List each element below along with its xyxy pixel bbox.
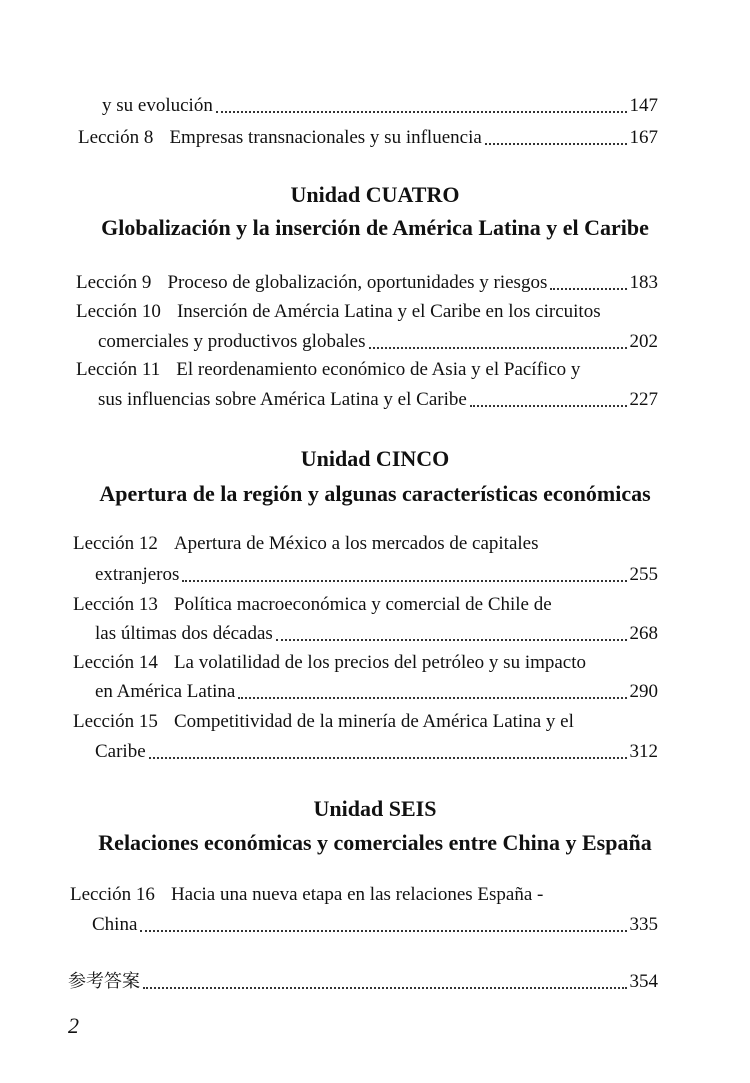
dot-leader [149, 757, 627, 759]
toc-entry-leccion-16 [70, 883, 658, 907]
toc-entry-title: sus influencias sobre América Latina y el Caribe [98, 389, 467, 410]
toc-entry-leccion-12 [73, 532, 658, 556]
toc-entry-leccion-11-cont [98, 388, 658, 412]
toc-entry-title: comerciales y productivos globales [98, 331, 366, 352]
unit-title-seis: Relaciones económicas y comerciales entre China y España [98, 830, 652, 855]
toc-entry-page: 312 [629, 741, 658, 762]
toc-entry-leccion-7-cont [102, 94, 658, 118]
toc-entry-number: Lección 11 [76, 359, 161, 380]
toc-entry-title: en América Latina [95, 681, 236, 702]
toc-entry-number: Lección 12 [73, 533, 158, 554]
toc-entry-answers [68, 970, 658, 994]
toc-entry-leccion-10-cont [98, 330, 658, 354]
toc-entry-leccion-12-cont [95, 563, 658, 587]
toc-entry-leccion-15-cont [95, 740, 658, 764]
unit-heading-seis: Unidad SEIS [313, 796, 437, 821]
dot-leader [238, 697, 626, 699]
toc-entry-title: Proceso de globalización, oportunidades y riesgos [167, 272, 548, 293]
unit-heading-cinco: Unidad CINCO [300, 446, 450, 471]
toc-entry-page: 255 [629, 564, 658, 585]
toc-entry-title: Política macroeconómica y comercial de Chile de [173, 594, 552, 615]
toc-entry-number: Lección 10 [76, 301, 161, 322]
toc-entry-page: 147 [629, 95, 658, 116]
dot-leader [369, 347, 627, 349]
dot-leader [216, 111, 627, 113]
toc-entry-leccion-11 [76, 358, 658, 382]
toc-entry-title: 参考答案 [68, 971, 140, 992]
toc-entry-leccion-16-cont [92, 913, 658, 937]
dot-leader [140, 930, 626, 932]
toc-entry-page: 290 [629, 681, 658, 702]
toc-entry-page: 183 [629, 272, 658, 293]
page-number: 2 [68, 1013, 79, 1038]
toc-entry-title: Hacia una nueva etapa en las relaciones España - [170, 884, 544, 905]
dot-leader [485, 143, 627, 145]
toc-entry-title: El reordenamiento económico de Asia y el Pacífico y [176, 359, 581, 380]
toc-entry-leccion-14 [73, 651, 658, 675]
toc-entry-number: Lección 8 [78, 127, 154, 148]
toc-entry-leccion-14-cont [95, 680, 658, 704]
unit-title-cuatro: Globalización y la inserción de América Latina y el Caribe [101, 215, 649, 240]
dot-leader [470, 405, 627, 407]
toc-entry-title: y su evolución [102, 95, 213, 116]
toc-entry-page: 335 [629, 914, 658, 935]
toc-entry-page: 227 [629, 389, 658, 410]
toc-entry-leccion-15 [73, 710, 658, 734]
toc-entry-page: 202 [629, 331, 658, 352]
toc-entry-page: 167 [629, 127, 658, 148]
toc-entry-title: Inserción de Amércia Latina y el Caribe en los circuitos [176, 301, 601, 322]
toc-entry-leccion-9 [76, 271, 658, 295]
unit-heading-cuatro: Unidad CUATRO [290, 182, 460, 207]
toc-entry-title: China [92, 914, 138, 935]
dot-leader [550, 288, 626, 290]
toc-entry-title: Empresas transnacionales y su influencia [169, 127, 482, 148]
toc-entry-number: Lección 15 [73, 711, 158, 732]
toc-entry-number: Lección 13 [73, 594, 158, 615]
dot-leader [182, 580, 626, 582]
dot-leader [276, 639, 627, 641]
toc-entry-number: Lección 16 [70, 884, 155, 905]
toc-entry-number: Lección 14 [73, 652, 158, 673]
toc-entry-leccion-13 [73, 593, 658, 617]
unit-title-cinco: Apertura de la región y algunas características económicas [99, 481, 651, 506]
toc-entry-title: las últimas dos décadas [95, 623, 273, 644]
dot-leader [143, 987, 627, 989]
toc-entry-leccion-13-cont [95, 622, 658, 646]
toc-entry-title: Competitividad de la minería de América Latina y el [173, 711, 574, 732]
toc-entry-title: Apertura de México a los mercados de capitales [173, 533, 539, 554]
toc-entry-title: La volatilidad de los precios del petróleo y su impacto [173, 652, 587, 673]
toc-entry-title: Caribe [95, 741, 146, 762]
toc-entry-page: 268 [629, 623, 658, 644]
toc-entry-title: extranjeros [95, 564, 180, 585]
toc-entry-number: Lección 9 [76, 272, 152, 293]
toc-entry-leccion-8 [78, 126, 658, 150]
toc-entry-page: 354 [629, 971, 658, 992]
toc-entry-leccion-10 [76, 300, 658, 324]
